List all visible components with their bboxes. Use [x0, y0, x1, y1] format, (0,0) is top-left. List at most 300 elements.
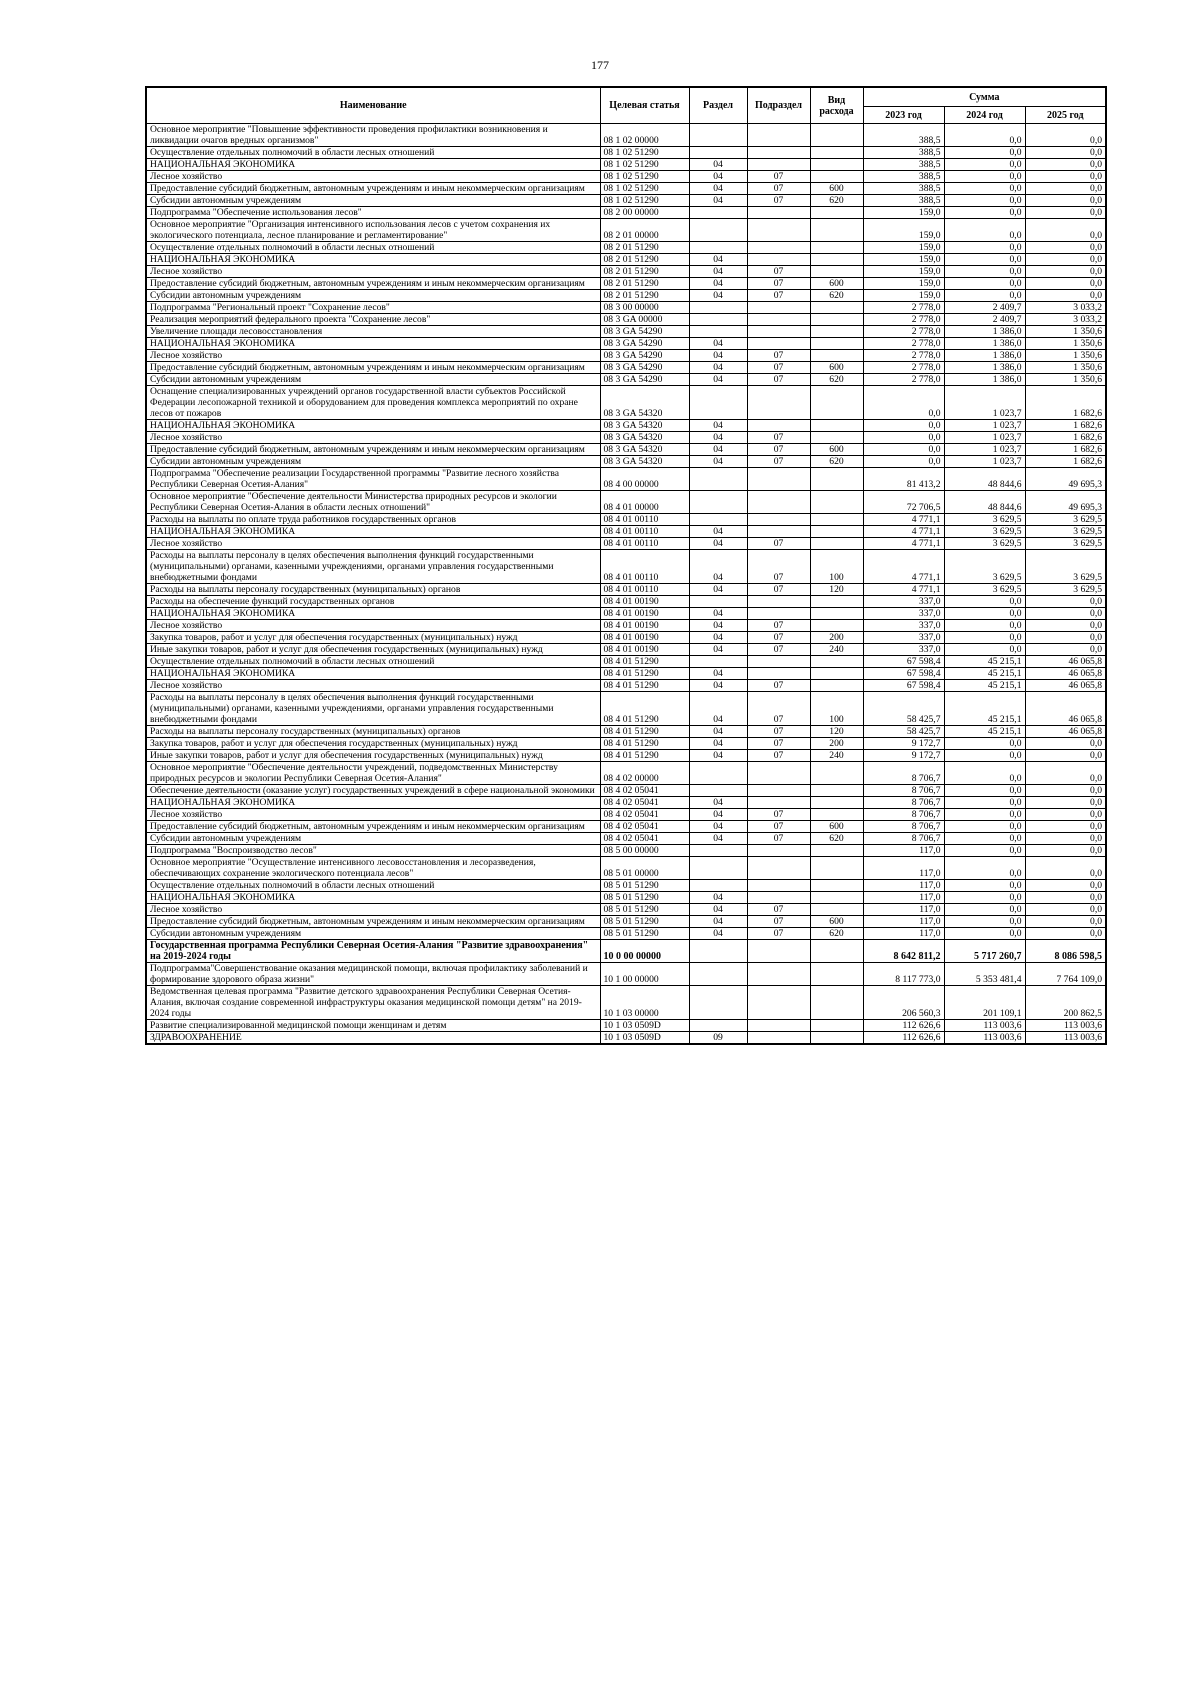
- row-sum-2023: 159,0: [863, 266, 944, 278]
- row-name: Подпрограмма "Обеспечение использования лесов": [146, 207, 600, 219]
- budget-table: [145, 86, 1107, 1045]
- row-sum-2024: 48 844,6: [944, 491, 1025, 514]
- table-row: [146, 916, 1106, 928]
- row-expense-kind: [810, 171, 863, 183]
- table-row: [146, 290, 1106, 302]
- row-section: 04: [689, 750, 747, 762]
- row-sum-2025: 0,0: [1025, 278, 1106, 290]
- row-name: Ведомственная целевая программа "Развитие детского здравоохранения Республики Северная Осетия-Алания, включая создание современной инфраструктуры оказания медицинской помощи детям" на 2019-2024 годы: [146, 986, 600, 1020]
- row-sum-2024: 0,0: [944, 195, 1025, 207]
- table-row: [146, 644, 1106, 656]
- row-section: 04: [689, 928, 747, 940]
- row-target-article: 08 4 01 00190: [600, 608, 689, 620]
- row-sum-2023: 2 778,0: [863, 362, 944, 374]
- row-section: 04: [689, 821, 747, 833]
- row-subsection: [747, 314, 810, 326]
- row-expense-kind: [810, 338, 863, 350]
- row-name: НАЦИОНАЛЬНАЯ ЭКОНОМИКА: [146, 254, 600, 266]
- row-sum-2023: 8 706,7: [863, 821, 944, 833]
- row-sum-2023: 337,0: [863, 608, 944, 620]
- table-row: [146, 314, 1106, 326]
- row-target-article: 08 4 02 05041: [600, 797, 689, 809]
- row-name: Лесное хозяйство: [146, 809, 600, 821]
- row-expense-kind: 240: [810, 644, 863, 656]
- row-sum-2025: 0,0: [1025, 266, 1106, 278]
- row-section: 04: [689, 374, 747, 386]
- row-target-article: 08 5 01 51290: [600, 904, 689, 916]
- row-subsection: [747, 785, 810, 797]
- row-sum-2024: 1 023,7: [944, 420, 1025, 432]
- table-row: [146, 656, 1106, 668]
- row-subsection: 07: [747, 726, 810, 738]
- row-sum-2023: 9 172,7: [863, 750, 944, 762]
- row-section: [689, 785, 747, 797]
- table-row: [146, 680, 1106, 692]
- row-subsection: [747, 338, 810, 350]
- row-expense-kind: [810, 242, 863, 254]
- row-expense-kind: [810, 809, 863, 821]
- row-expense-kind: [810, 124, 863, 147]
- row-subsection: [747, 420, 810, 432]
- row-expense-kind: [810, 420, 863, 432]
- row-sum-2025: 0,0: [1025, 620, 1106, 632]
- row-section: 09: [689, 1032, 747, 1045]
- row-section: 04: [689, 738, 747, 750]
- row-expense-kind: 600: [810, 278, 863, 290]
- header-row: [146, 87, 1106, 107]
- row-target-article: 08 4 01 51290: [600, 738, 689, 750]
- row-sum-2025: 1 350,6: [1025, 362, 1106, 374]
- row-expense-kind: [810, 680, 863, 692]
- table-row: [146, 692, 1106, 726]
- row-section: [689, 314, 747, 326]
- row-subsection: 07: [747, 916, 810, 928]
- table-row: [146, 738, 1106, 750]
- row-target-article: 08 3 GA 54320: [600, 444, 689, 456]
- row-target-article: 08 4 01 00110: [600, 526, 689, 538]
- row-target-article: 08 4 01 51290: [600, 750, 689, 762]
- row-subsection: 07: [747, 195, 810, 207]
- table-row: [146, 266, 1106, 278]
- row-name: Лесное хозяйство: [146, 538, 600, 550]
- row-sum-2024: 1 386,0: [944, 350, 1025, 362]
- row-sum-2023: 4 771,1: [863, 584, 944, 596]
- row-expense-kind: [810, 668, 863, 680]
- row-name: ЗДРАВООХРАНЕНИЕ: [146, 1032, 600, 1045]
- row-name: Развитие специализированной медицинской помощи женщинам и детям: [146, 1020, 600, 1032]
- row-name: Лесное хозяйство: [146, 266, 600, 278]
- row-section: [689, 147, 747, 159]
- row-subsection: [747, 526, 810, 538]
- row-sum-2025: 3 629,5: [1025, 526, 1106, 538]
- row-sum-2025: 3 629,5: [1025, 538, 1106, 550]
- row-section: 04: [689, 159, 747, 171]
- row-sum-2025: 3 629,5: [1025, 514, 1106, 526]
- row-expense-kind: [810, 904, 863, 916]
- row-subsection: 07: [747, 171, 810, 183]
- page-number: 177: [591, 58, 609, 72]
- row-subsection: 07: [747, 456, 810, 468]
- row-sum-2024: 45 215,1: [944, 668, 1025, 680]
- row-sum-2024: 0,0: [944, 632, 1025, 644]
- row-sum-2025: 46 065,8: [1025, 692, 1106, 726]
- row-sum-2023: 2 778,0: [863, 374, 944, 386]
- row-subsection: [747, 986, 810, 1020]
- table-row: [146, 159, 1106, 171]
- row-target-article: 08 4 01 00000: [600, 491, 689, 514]
- row-name: Подпрограмма "Региональный проект "Сохранение лесов": [146, 302, 600, 314]
- row-expense-kind: [810, 762, 863, 785]
- row-sum-2023: 159,0: [863, 290, 944, 302]
- row-expense-kind: 620: [810, 833, 863, 845]
- row-sum-2025: 1 682,6: [1025, 456, 1106, 468]
- row-sum-2025: 46 065,8: [1025, 656, 1106, 668]
- table-row: [146, 183, 1106, 195]
- row-section: 04: [689, 526, 747, 538]
- table-row: [146, 374, 1106, 386]
- row-target-article: 08 1 02 51290: [600, 183, 689, 195]
- row-expense-kind: [810, 386, 863, 420]
- row-expense-kind: 600: [810, 444, 863, 456]
- row-sum-2023: 2 778,0: [863, 302, 944, 314]
- row-section: [689, 857, 747, 880]
- row-target-article: 08 2 01 51290: [600, 290, 689, 302]
- row-sum-2023: 117,0: [863, 916, 944, 928]
- row-name: НАЦИОНАЛЬНАЯ ЭКОНОМИКА: [146, 159, 600, 171]
- row-subsection: 07: [747, 550, 810, 584]
- table-row: [146, 350, 1106, 362]
- row-expense-kind: [810, 326, 863, 338]
- row-sum-2025: 0,0: [1025, 928, 1106, 940]
- row-subsection: [747, 845, 810, 857]
- row-expense-kind: 620: [810, 290, 863, 302]
- row-sum-2025: 1 682,6: [1025, 444, 1106, 456]
- row-expense-kind: 600: [810, 362, 863, 374]
- row-name: Субсидии автономным учреждениям: [146, 290, 600, 302]
- row-name: Предоставление субсидий бюджетным, автономным учреждениям и иным некоммерческим организациям: [146, 183, 600, 195]
- row-expense-kind: [810, 596, 863, 608]
- row-sum-2025: 0,0: [1025, 608, 1106, 620]
- row-subsection: 07: [747, 692, 810, 726]
- row-subsection: 07: [747, 680, 810, 692]
- row-name: Подпрограмма"Совершенствование оказания медицинской помощи, включая профилактику заболеваний и формирование здорового образа жизни": [146, 963, 600, 986]
- header-expense-kind: Вид расхода: [810, 87, 863, 124]
- row-target-article: 08 4 01 00110: [600, 538, 689, 550]
- row-name: Предоставление субсидий бюджетным, автономным учреждениям и иным некоммерческим организациям: [146, 278, 600, 290]
- table-row: [146, 904, 1106, 916]
- row-section: 04: [689, 892, 747, 904]
- row-sum-2024: 113 003,6: [944, 1020, 1025, 1032]
- row-sum-2024: 3 629,5: [944, 514, 1025, 526]
- row-sum-2024: 1 386,0: [944, 338, 1025, 350]
- row-subsection: 07: [747, 928, 810, 940]
- row-sum-2023: 58 425,7: [863, 726, 944, 738]
- row-name: Расходы на обеспечение функций государственных органов: [146, 596, 600, 608]
- table-row: [146, 207, 1106, 219]
- row-subsection: [747, 207, 810, 219]
- table-row: [146, 302, 1106, 314]
- row-target-article: 08 3 GA 54320: [600, 420, 689, 432]
- row-section: 04: [689, 644, 747, 656]
- row-target-article: 08 5 01 00000: [600, 857, 689, 880]
- table-row: [146, 762, 1106, 785]
- row-target-article: 10 1 03 0509D: [600, 1020, 689, 1032]
- row-sum-2025: 3 629,5: [1025, 550, 1106, 584]
- row-target-article: 08 3 GA 00000: [600, 314, 689, 326]
- row-sum-2024: 0,0: [944, 833, 1025, 845]
- row-sum-2025: 0,0: [1025, 892, 1106, 904]
- row-sum-2023: 8 706,7: [863, 762, 944, 785]
- row-sum-2024: 2 409,7: [944, 314, 1025, 326]
- row-expense-kind: 120: [810, 584, 863, 596]
- row-target-article: 08 4 01 51290: [600, 692, 689, 726]
- row-subsection: [747, 608, 810, 620]
- row-sum-2024: 0,0: [944, 266, 1025, 278]
- row-name: Основное мероприятие "Организация интенсивного использования лесов с учетом сохранения их экологического потенциала, лесное планирование и регламентирование": [146, 219, 600, 242]
- row-sum-2025: 0,0: [1025, 124, 1106, 147]
- row-subsection: [747, 668, 810, 680]
- row-sum-2023: 8 117 773,0: [863, 963, 944, 986]
- row-name: Основное мероприятие "Осуществление интенсивного лесовосстановления и лесоразведения, обеспечивающих сохранение экологического потенциала лесов": [146, 857, 600, 880]
- table-row: [146, 1020, 1106, 1032]
- row-name: Подпрограмма "Воспроизводство лесов": [146, 845, 600, 857]
- table-row: [146, 809, 1106, 821]
- row-section: 04: [689, 444, 747, 456]
- row-sum-2025: 49 695,3: [1025, 468, 1106, 491]
- row-name: Осуществление отдельных полномочий в области лесных отношений: [146, 656, 600, 668]
- row-target-article: 10 0 00 00000: [600, 940, 689, 963]
- row-subsection: 07: [747, 183, 810, 195]
- row-expense-kind: [810, 656, 863, 668]
- row-target-article: 08 4 01 00190: [600, 644, 689, 656]
- row-sum-2024: 0,0: [944, 738, 1025, 750]
- row-name: НАЦИОНАЛЬНАЯ ЭКОНОМИКА: [146, 608, 600, 620]
- row-sum-2024: 1 023,7: [944, 386, 1025, 420]
- row-name: Лесное хозяйство: [146, 620, 600, 632]
- row-sum-2025: 46 065,8: [1025, 726, 1106, 738]
- row-sum-2025: 1 682,6: [1025, 420, 1106, 432]
- row-sum-2023: 337,0: [863, 644, 944, 656]
- row-subsection: 07: [747, 750, 810, 762]
- row-sum-2024: 0,0: [944, 147, 1025, 159]
- row-name: Лесное хозяйство: [146, 680, 600, 692]
- row-sum-2023: 206 560,3: [863, 986, 944, 1020]
- row-target-article: 08 3 GA 54290: [600, 350, 689, 362]
- row-section: 04: [689, 254, 747, 266]
- table-row: [146, 584, 1106, 596]
- row-target-article: 08 4 01 51290: [600, 726, 689, 738]
- row-sum-2024: 3 629,5: [944, 538, 1025, 550]
- table-row: [146, 195, 1106, 207]
- row-name: НАЦИОНАЛЬНАЯ ЭКОНОМИКА: [146, 668, 600, 680]
- row-sum-2025: 0,0: [1025, 242, 1106, 254]
- row-name: Расходы на выплаты персоналу в целях обеспечения выполнения функций государственными (муниципальными) органами, казенными учреждениями, органами управления государственными внебюджетными фондами: [146, 692, 600, 726]
- row-sum-2023: 8 706,7: [863, 785, 944, 797]
- row-name: Иные закупки товаров, работ и услуг для обеспечения государственных (муниципальных) нужд: [146, 644, 600, 656]
- row-subsection: 07: [747, 432, 810, 444]
- row-target-article: 08 3 GA 54290: [600, 338, 689, 350]
- row-section: [689, 762, 747, 785]
- row-target-article: 08 4 01 00190: [600, 596, 689, 608]
- table-row: [146, 514, 1106, 526]
- row-subsection: [747, 596, 810, 608]
- row-subsection: [747, 124, 810, 147]
- row-sum-2024: 0,0: [944, 620, 1025, 632]
- row-target-article: 08 3 GA 54290: [600, 374, 689, 386]
- row-subsection: [747, 1032, 810, 1045]
- row-expense-kind: [810, 432, 863, 444]
- row-subsection: [747, 963, 810, 986]
- row-name: Предоставление субсидий бюджетным, автономным учреждениям и иным некоммерческим организациям: [146, 444, 600, 456]
- row-subsection: [747, 302, 810, 314]
- row-sum-2023: 8 706,7: [863, 809, 944, 821]
- table-row: [146, 845, 1106, 857]
- row-target-article: 08 3 GA 54320: [600, 456, 689, 468]
- table-row: [146, 797, 1106, 809]
- row-section: 04: [689, 171, 747, 183]
- row-target-article: 08 5 01 51290: [600, 880, 689, 892]
- header-year-2025: 2025 год: [1025, 107, 1106, 124]
- row-subsection: 07: [747, 584, 810, 596]
- row-target-article: 08 4 02 05041: [600, 785, 689, 797]
- row-sum-2025: 1 350,6: [1025, 338, 1106, 350]
- row-section: 04: [689, 584, 747, 596]
- row-subsection: [747, 892, 810, 904]
- row-sum-2023: 2 778,0: [863, 338, 944, 350]
- row-target-article: 10 1 00 00000: [600, 963, 689, 986]
- row-name: Подпрограмма "Обеспечение реализации Государственной программы "Развитие лесного хозяйства Республики Северная Осетия-Алания": [146, 468, 600, 491]
- row-section: [689, 514, 747, 526]
- table-row: [146, 444, 1106, 456]
- row-sum-2025: 1 682,6: [1025, 386, 1106, 420]
- row-expense-kind: [810, 468, 863, 491]
- table-row: [146, 785, 1106, 797]
- row-sum-2024: 0,0: [944, 644, 1025, 656]
- row-sum-2025: 0,0: [1025, 219, 1106, 242]
- row-section: [689, 491, 747, 514]
- row-target-article: 08 3 GA 54290: [600, 326, 689, 338]
- row-subsection: [747, 514, 810, 526]
- row-section: 04: [689, 797, 747, 809]
- row-expense-kind: [810, 491, 863, 514]
- table-row: [146, 608, 1106, 620]
- row-section: 04: [689, 608, 747, 620]
- row-target-article: 08 3 GA 54320: [600, 432, 689, 444]
- table-row: [146, 538, 1106, 550]
- row-section: 04: [689, 183, 747, 195]
- row-section: 04: [689, 632, 747, 644]
- row-sum-2023: 2 778,0: [863, 350, 944, 362]
- row-sum-2023: 8 706,7: [863, 833, 944, 845]
- row-expense-kind: [810, 892, 863, 904]
- row-section: 04: [689, 726, 747, 738]
- row-target-article: 08 1 02 51290: [600, 171, 689, 183]
- row-expense-kind: [810, 608, 863, 620]
- row-expense-kind: 620: [810, 456, 863, 468]
- row-section: 04: [689, 904, 747, 916]
- row-sum-2024: 48 844,6: [944, 468, 1025, 491]
- row-sum-2024: 0,0: [944, 880, 1025, 892]
- row-sum-2023: 0,0: [863, 456, 944, 468]
- row-sum-2023: 8 706,7: [863, 797, 944, 809]
- row-target-article: 08 4 02 05041: [600, 809, 689, 821]
- row-expense-kind: [810, 350, 863, 362]
- row-sum-2024: 3 629,5: [944, 526, 1025, 538]
- row-sum-2025: 0,0: [1025, 750, 1106, 762]
- row-name: Предоставление субсидий бюджетным, автономным учреждениям и иным некоммерческим организациям: [146, 916, 600, 928]
- row-target-article: 08 2 01 51290: [600, 278, 689, 290]
- row-sum-2025: 0,0: [1025, 644, 1106, 656]
- row-subsection: 07: [747, 444, 810, 456]
- row-target-article: 08 4 00 00000: [600, 468, 689, 491]
- row-expense-kind: 100: [810, 692, 863, 726]
- row-sum-2025: 0,0: [1025, 809, 1106, 821]
- row-sum-2024: 0,0: [944, 857, 1025, 880]
- row-target-article: 08 4 01 00110: [600, 550, 689, 584]
- row-sum-2023: 159,0: [863, 219, 944, 242]
- row-section: [689, 386, 747, 420]
- row-sum-2024: 1 386,0: [944, 326, 1025, 338]
- table-row: [146, 386, 1106, 420]
- row-section: 04: [689, 680, 747, 692]
- row-sum-2023: 337,0: [863, 620, 944, 632]
- row-sum-2025: 1 682,6: [1025, 432, 1106, 444]
- row-expense-kind: [810, 219, 863, 242]
- row-sum-2023: 117,0: [863, 880, 944, 892]
- row-target-article: 08 1 02 00000: [600, 124, 689, 147]
- row-name: Обеспечение деятельности (оказание услуг) государственных учреждений в сфере национальной экономики: [146, 785, 600, 797]
- table-row: [146, 254, 1106, 266]
- row-sum-2024: 0,0: [944, 124, 1025, 147]
- row-sum-2024: 1 386,0: [944, 362, 1025, 374]
- row-target-article: 08 4 01 51290: [600, 680, 689, 692]
- row-section: [689, 596, 747, 608]
- row-sum-2023: 4 771,1: [863, 538, 944, 550]
- row-target-article: 08 3 GA 54290: [600, 362, 689, 374]
- row-sum-2024: 0,0: [944, 183, 1025, 195]
- row-subsection: 07: [747, 644, 810, 656]
- row-sum-2023: 67 598,4: [863, 668, 944, 680]
- row-name: Субсидии автономным учреждениям: [146, 374, 600, 386]
- table-row: [146, 171, 1106, 183]
- table-row: [146, 620, 1106, 632]
- row-sum-2025: 113 003,6: [1025, 1020, 1106, 1032]
- row-sum-2025: 0,0: [1025, 821, 1106, 833]
- row-target-article: 08 2 01 51290: [600, 266, 689, 278]
- row-sum-2023: 2 778,0: [863, 314, 944, 326]
- row-target-article: 08 4 01 51290: [600, 668, 689, 680]
- row-name: НАЦИОНАЛЬНАЯ ЭКОНОМИКА: [146, 420, 600, 432]
- row-sum-2025: 1 350,6: [1025, 374, 1106, 386]
- row-sum-2025: 8 086 598,5: [1025, 940, 1106, 963]
- row-target-article: 08 4 01 00190: [600, 620, 689, 632]
- row-sum-2023: 117,0: [863, 845, 944, 857]
- row-sum-2024: 0,0: [944, 608, 1025, 620]
- row-sum-2025: 0,0: [1025, 880, 1106, 892]
- row-name: Осуществление отдельных полномочий в области лесных отношений: [146, 880, 600, 892]
- row-sum-2025: 113 003,6: [1025, 1032, 1106, 1045]
- row-subsection: [747, 491, 810, 514]
- row-section: [689, 880, 747, 892]
- row-target-article: 08 5 01 51290: [600, 928, 689, 940]
- row-name: Субсидии автономным учреждениям: [146, 833, 600, 845]
- row-subsection: 07: [747, 350, 810, 362]
- row-expense-kind: [810, 147, 863, 159]
- row-subsection: 07: [747, 738, 810, 750]
- row-name: Субсидии автономным учреждениям: [146, 195, 600, 207]
- table-row: [146, 278, 1106, 290]
- row-sum-2025: 0,0: [1025, 762, 1106, 785]
